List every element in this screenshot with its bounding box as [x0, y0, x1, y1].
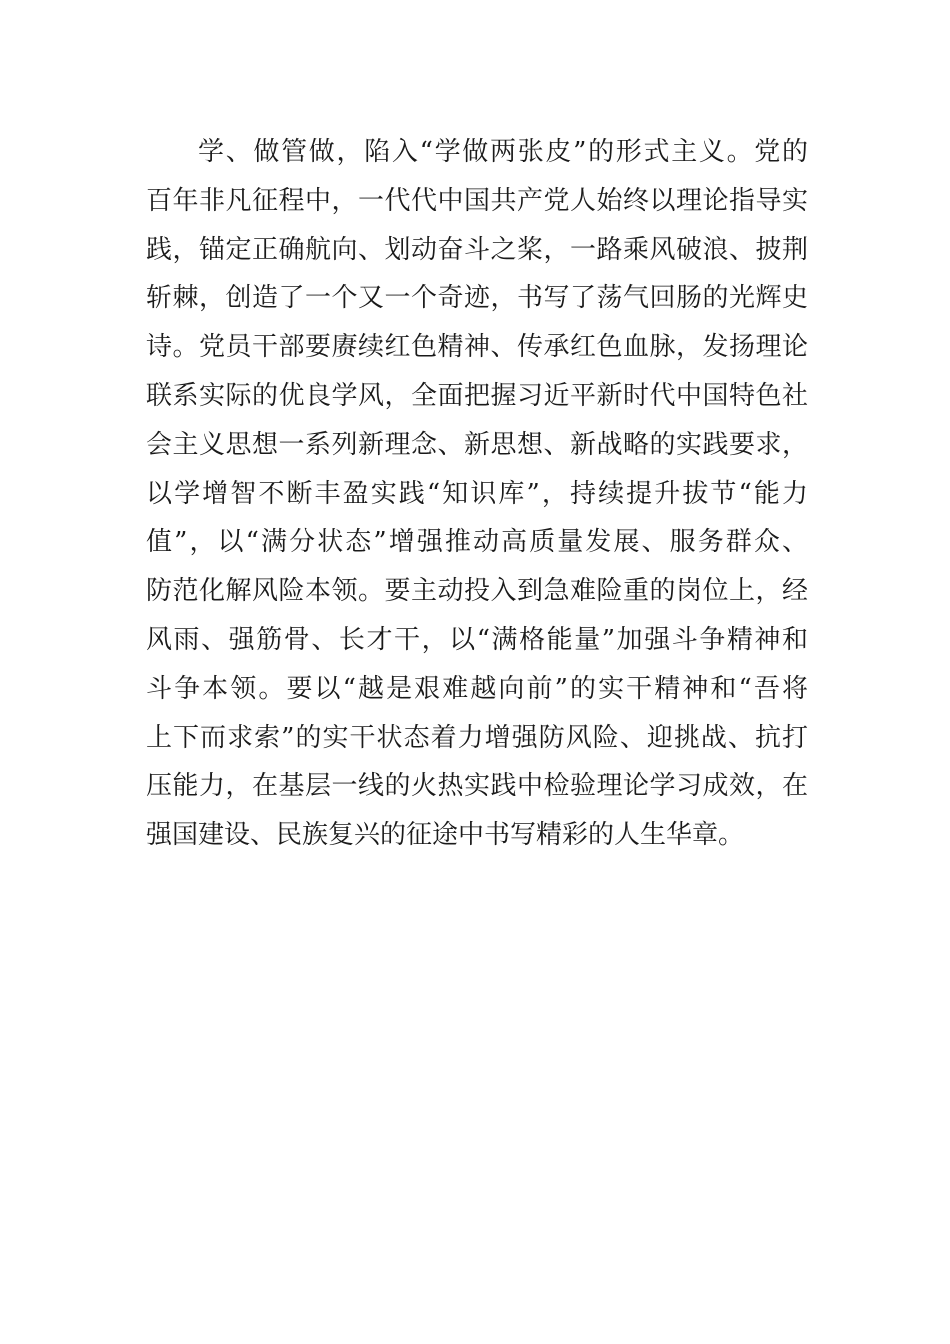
paragraph-line-10: 防范化解风险本领。要主动投入到急难险重的岗位上，经	[146, 576, 808, 607]
paragraph-line-5: 诗。党员干部要赓续红色精神、传承红色血脉，发扬理论	[146, 332, 808, 363]
paragraph-line-14: 压能力，在基层一线的火热实践中检验理论学习成效，在	[146, 771, 808, 802]
paragraph-line-13: 上下而求索”的实干状态着力增强防风险、迎挑战、抗打	[146, 722, 808, 753]
paragraph-line-9: 值”，以“满分状态”增强推动高质量发展、服务群众、	[146, 527, 808, 558]
paragraph-line-2: 百年非凡征程中，一代代中国共产党人始终以理论指导实	[146, 185, 808, 216]
paragraph-line-12: 斗争本领。要以“越是艰难越向前”的实干精神和“吾将	[146, 673, 808, 704]
paragraph-line-1: 学、做管做，陷入“学做两张皮”的形式主义。党的	[198, 137, 808, 167]
paragraph-line-4: 斩棘，创造了一个又一个奇迹，书写了荡气回肠的光辉史	[146, 283, 808, 314]
paragraph-line-8: 以学增智不断丰盈实践“知识库”，持续提升拔节“能力	[146, 478, 808, 509]
paragraph-line-15: 强国建设、民族复兴的征途中书写精彩的人生华章。	[146, 820, 745, 851]
paragraph-line-7: 会主义思想一系列新理念、新思想、新战略的实践要求，	[146, 429, 808, 460]
paragraph-line-3: 践，锚定正确航向、划动奋斗之桨，一路乘风破浪、披荆	[146, 234, 808, 265]
paragraph-line-6: 联系实际的优良学风，全面把握习近平新时代中国特色社	[146, 380, 808, 411]
body-paragraph	[146, 128, 808, 860]
paragraph-line-11: 风雨、强筋骨、长才干，以“满格能量”加强斗争精神和	[146, 624, 808, 655]
